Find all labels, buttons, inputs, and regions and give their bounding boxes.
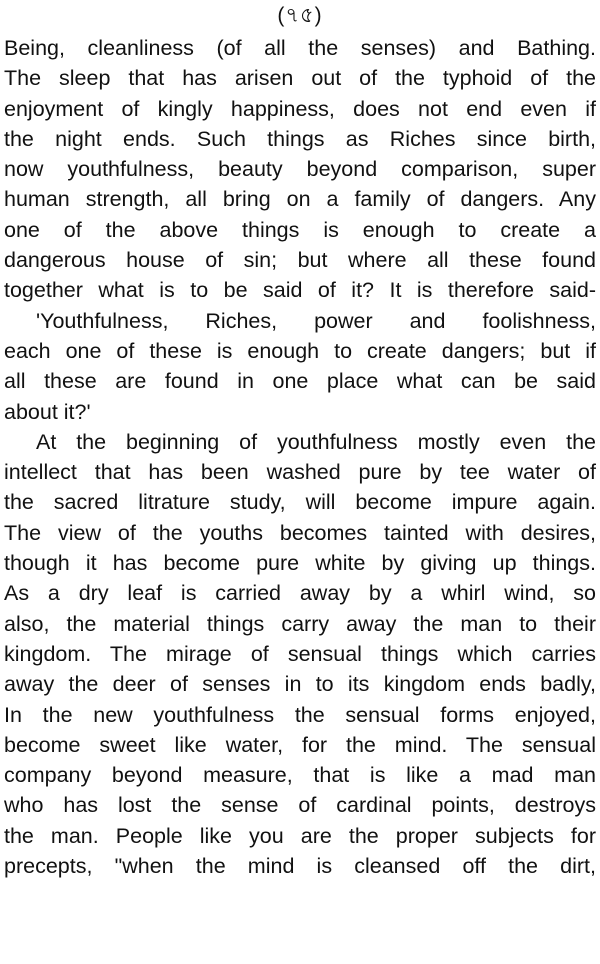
text-line: enjoyment of kingly happiness, does not end even if (4, 96, 596, 121)
text-line: each one of these is enough to create dangers; but if (4, 338, 596, 363)
text-line: The view of the youths becomes tainted with desires, (4, 520, 596, 545)
text-line: all these are found in one place what can be said (4, 369, 596, 394)
text-line: also, the material things carry away the man to their (4, 611, 596, 636)
text-line: away the deer of senses in to its kingdom ends badly, (4, 672, 596, 697)
text-line: who has lost the sense of cardinal points, destroys (4, 793, 596, 818)
page-body-text (4, 33, 596, 881)
text-line: the sacred litrature study, will become impure again. (4, 490, 596, 515)
text-line: As a dry leaf is carried away by a whirl wind, so (4, 581, 596, 606)
text-line: In the new youthfulness the sensual forms enjoyed, (4, 702, 596, 727)
text-line: intellect that has been washed pure by tee water of (4, 460, 596, 485)
text-line: 'Youthfulness, Riches, power and foolishness, (36, 308, 596, 333)
text-line: company beyond measure, that is like a mad man (4, 763, 596, 788)
text-line: Being, cleanliness (of all the senses) and Bathing. (4, 36, 596, 60)
text-line: together what is to be said of it? It is therefore said- (4, 278, 596, 303)
text-line: precepts, "when the mind is cleansed off the dirt, (4, 854, 596, 879)
text-line: the night ends. Such things as Riches since birth, (4, 126, 596, 151)
text-line: the man. People like you are the proper subjects for (4, 823, 596, 848)
text-line: kingdom. The mirage of sensual things which carries (4, 641, 596, 666)
text-line: At the beginning of youthfulness mostly even the (36, 429, 596, 454)
page-number: (৭৫) (277, 4, 323, 27)
text-line: now youthfulness, beauty beyond comparison, super (4, 157, 596, 182)
text-line: one of the above things is enough to create a (4, 217, 596, 242)
text-line: about it?' (4, 399, 91, 424)
text-line: The sleep that has arisen out of the typhoid of the (4, 66, 596, 91)
text-line: dangerous house of sin; but where all these found (4, 248, 596, 273)
paragraph-2-quote (4, 306, 596, 427)
text-line: human strength, all bring on a family of dangers. Any (4, 187, 596, 212)
text-line: though it has become pure white by giving up things. (4, 551, 596, 576)
text-line: become sweet like water, for the mind. The sensual (4, 732, 596, 757)
paragraph-1 (4, 33, 596, 306)
paragraph-3 (4, 427, 596, 881)
